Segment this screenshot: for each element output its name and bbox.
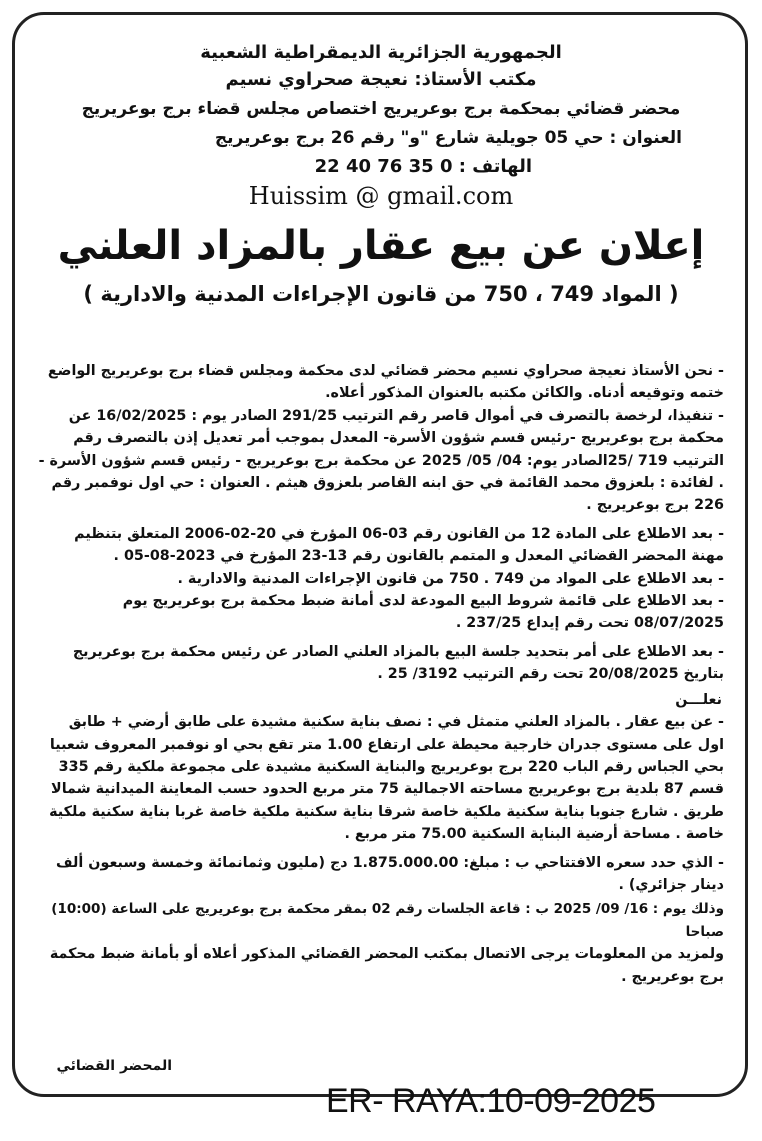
address-line: العنوان : حي 05 جويلية شارع "و" رقم 26 برج بوعريريج [214, 128, 682, 149]
notice-subtitle: ( المواد 749 ، 750 من قانون الإجراءات المدنية والادارية ) [83, 282, 679, 306]
notice-title: إعلان عن بيع عقار بالمزاد العلني [57, 223, 705, 269]
paragraph-intro: - نحن الأستاذ نعيجة صحراوي نسيم محضر قضائي لدى محكمة ومجلس قضاء برج بوعريريج الواضع ختمه وتوقيعه أدناه. والكائن مكتبه بالعنوان المذكور أعلاه. [47, 363, 724, 402]
paragraph-property: - عن بيع عقار . بالمزاد العلني متمثل في : نصف بناية سكنية مشيدة على طابق أرضي + طابق اول على مستوى جدران خارجية محيطة على ارتفاع 1.00 متر تقع بحي او نوفمبر المعروف شعبيا بحي الجباس رقم الباب 220 برج بوعريريج والبناية السكنية مشيدة على مجموعة ملكية رقم 335 قسم 87 بلدية برج بوعريريج مساحته الاجمالية 75 متر مربع الحدود حسب المعاينة الميدانية شمالا طريق . شارع جنوبا بناية سكنية ملكية خاصة شرقا بناية سكنية ملكية خاصة غربا بناية سكنية ملكية خاصة . مساحة أرضية البناية السكنية 75.00 متر مربع . [49, 714, 724, 843]
paragraph-law: - بعد الاطلاع على المادة 12 من القانون رقم 03-06 المؤرخ في 20-02-2006 المتعلق بتنظيم مهنة المحضر القضائي المعدل و المتمم بالقانون رقم 13-23 المؤرخ في 2023-08-05 . [74, 525, 724, 565]
phone-line: الهاتف : 0 35 76 40 22 [314, 155, 532, 177]
paragraph-session-order: - بعد الاطلاع على أمر بتحديد جلسة البيع بالمزاد العلني الصادر عن رئيس محكمة برج بوعريريج بتاريخ 20/08/2025 تحت رقم الترتيب 3192/ 25 . [72, 643, 724, 683]
paragraph-conditions: - بعد الاطلاع على قائمة شروط البيع المودعة لدى أمانة ضبط محكمة برج بوعريريج يوم 08/07/2025 تحت رقم إيداع 237/25 . [122, 593, 724, 632]
paragraph-session-date: وذلك يوم : 16/ 09/ 2025 ب : قاعة الجلسات رقم 02 بمقر محكمة برج بوعريريج على الساعة (10:00) صباحا [51, 901, 724, 940]
announce-heading: نعلـــن [675, 691, 722, 708]
role-line: محضر قضائي بمحكمة برج بوعريريج اختصاص مجلس قضاء برج بوعريريج [81, 99, 681, 119]
paragraph-price: - الذي حدد سعره الافتتاحي ب : مبلغ: 1.875.000.00 دج (مليون وثمانمائة وخمسة وسبعون ألف دينار جزائري) . [56, 854, 724, 893]
office-line: مكتب الأستاذ: نعيجة صحراوي نسيم [225, 68, 537, 90]
header [20, 40, 742, 306]
paragraph-contact: ولمزيد من المعلومات يرجى الاتصال بمكتب المحضر القضائي المذكور أعلاه أو بأمانة ضبط محكمة برج بوعريريج . [49, 946, 724, 985]
signer-label: المحضر القضائي [56, 1058, 172, 1074]
paragraph-execution: - تنفيذا، لرخصة بالتصرف في أموال قاصر رقم الترتيب 291/25 الصادر يوم : 16/02/2025 عن محكمة برج بوعريريج -رئيس قسم شؤون الأسرة- المعدل بموجب أمر تعديل إذن بالتصرف رقم الترتيب 719 /25الصادر يوم: 04/ 05/ 2025 عن محكمة برج بوعريريج - رئيس قسم شؤون الأسرة - . لفائدة : بلعزوق محمد القائمة في حق ابنه القاصر بلعزوق هيثم . العنوان : حي اول نوفمبر رقم 226 برج بوعريريج . [38, 407, 724, 514]
paragraph-articles: - بعد الاطلاع على المواد من 749 . 750 من قانون الإجراءات المدنية والادارية . [177, 570, 724, 587]
newspaper-footer: ER- RAYA:10-09-2025 [326, 1082, 656, 1120]
email-line: Huissim @ gmail.com [248, 182, 514, 210]
notice-body [38, 360, 724, 988]
republic-line: الجمهورية الجزائرية الديمقراطية الشعبية [200, 42, 562, 63]
